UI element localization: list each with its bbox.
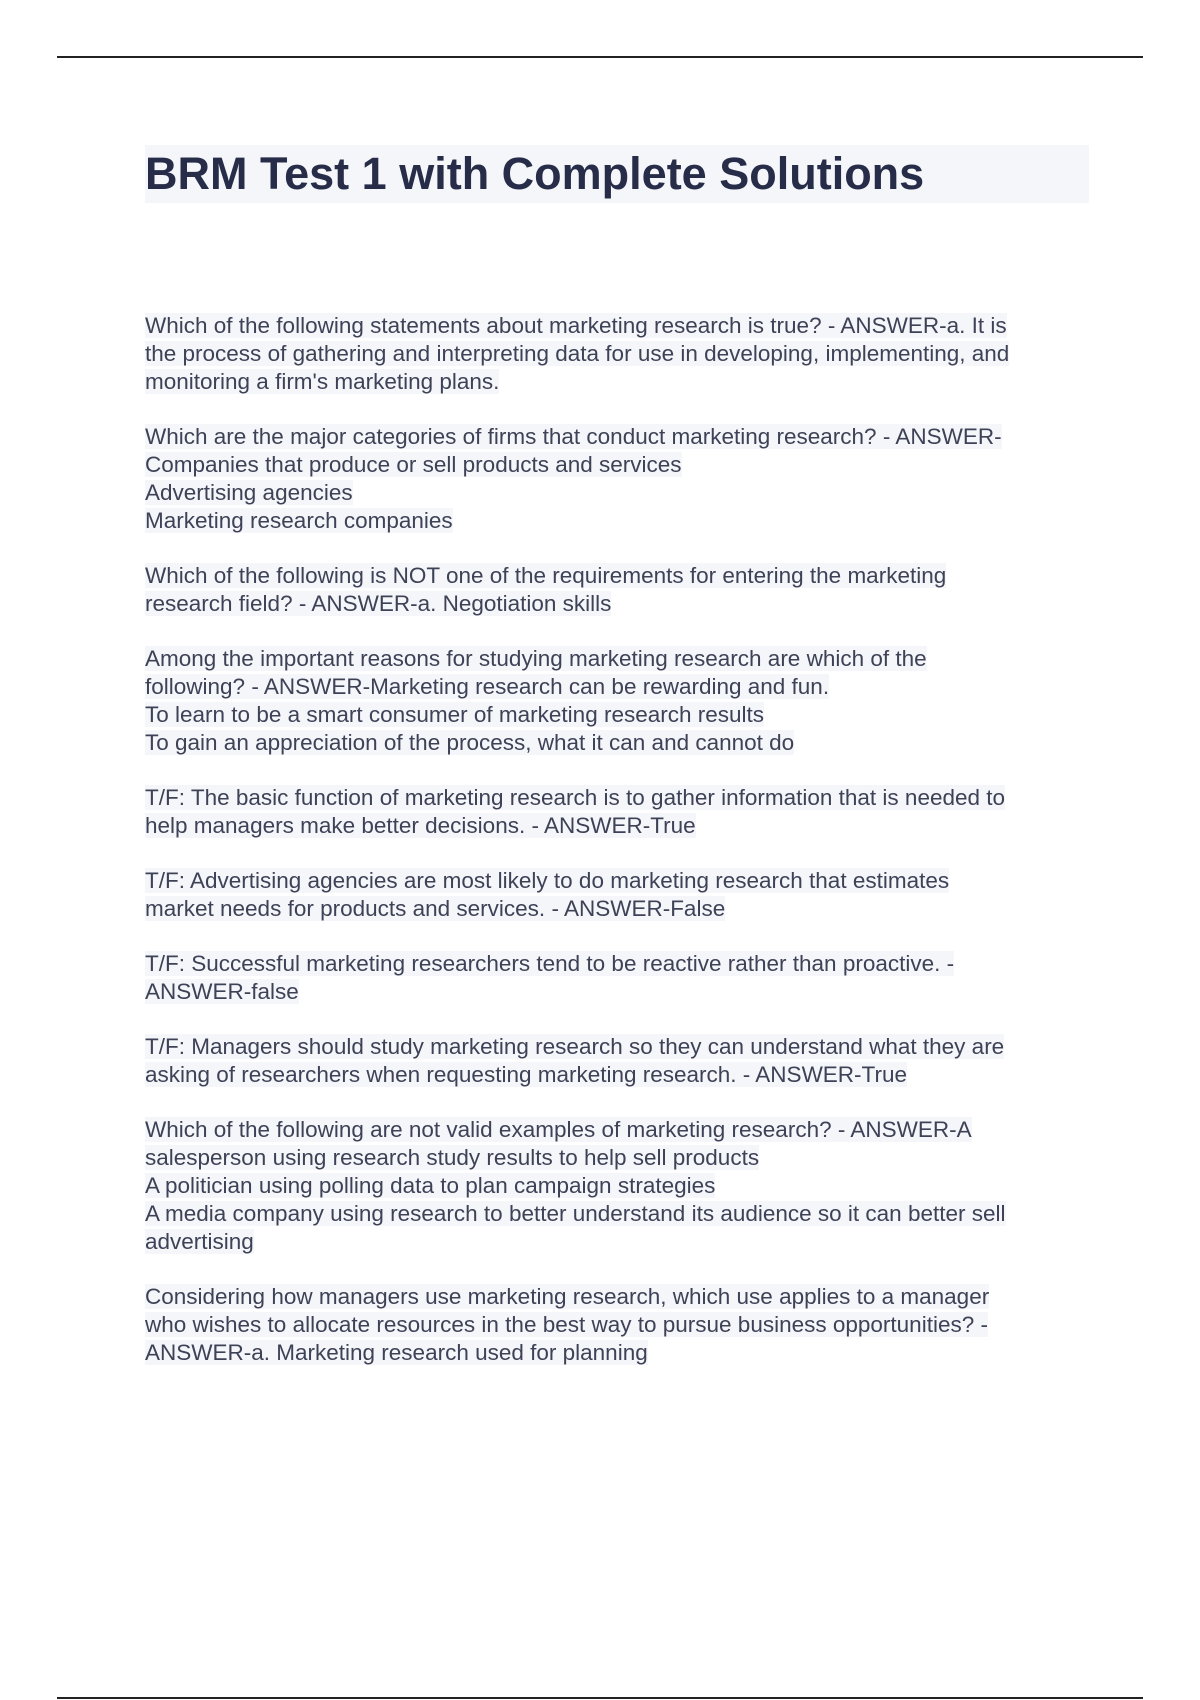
qa-line: research field? - ANSWER-a. Negotiation skills	[145, 591, 612, 616]
qa-line: help managers make better decisions. - ANSWER-True	[145, 813, 696, 838]
qa-line: the process of gathering and interpreting data for use in developing, implementing, and	[145, 341, 1010, 366]
qa-line: asking of researchers when requesting marketing research. - ANSWER-True	[145, 1062, 907, 1087]
qa-item	[145, 1033, 1105, 1089]
qa-item	[145, 867, 1105, 923]
qa-line: Marketing research companies	[145, 508, 453, 533]
qa-line: Considering how managers use marketing research, which use applies to a manager	[145, 1284, 990, 1309]
bottom-rule	[57, 1697, 1143, 1699]
qa-item	[145, 1116, 1105, 1256]
qa-line: T/F: Successful marketing researchers tend to be reactive rather than proactive. -	[145, 951, 955, 976]
qa-line: Which are the major categories of firms that conduct marketing research? - ANSWER-	[145, 424, 1002, 449]
qa-line: ANSWER-false	[145, 979, 299, 1004]
qa-item	[145, 1283, 1105, 1367]
qa-item	[145, 645, 1105, 757]
qa-line: T/F: Managers should study marketing research so they can understand what they are	[145, 1034, 1005, 1059]
qa-list	[145, 312, 1105, 1394]
qa-line: A politician using polling data to plan campaign strategies	[145, 1173, 716, 1198]
top-rule	[57, 56, 1143, 58]
qa-line: Which of the following are not valid examples of marketing research? - ANSWER-A	[145, 1117, 972, 1142]
qa-line: advertising	[145, 1229, 254, 1254]
qa-line: Which of the following is NOT one of the requirements for entering the marketing	[145, 563, 947, 588]
qa-line: T/F: Advertising agencies are most likely to do marketing research that estimates	[145, 868, 950, 893]
qa-item	[145, 950, 1105, 1006]
qa-line: who wishes to allocate resources in the best way to pursue business opportunities? -	[145, 1312, 988, 1337]
qa-line: A media company using research to better understand its audience so it can better sell	[145, 1201, 1006, 1226]
qa-item	[145, 312, 1105, 396]
qa-line: market needs for products and services. - ANSWER-False	[145, 896, 726, 921]
qa-line: T/F: The basic function of marketing research is to gather information that is needed to	[145, 785, 1006, 810]
qa-line: Among the important reasons for studying marketing research are which of the	[145, 646, 927, 671]
qa-item	[145, 784, 1105, 840]
qa-item	[145, 562, 1105, 618]
qa-line: following? - ANSWER-Marketing research can be rewarding and fun.	[145, 674, 830, 699]
document-title: BRM Test 1 with Complete Solutions	[145, 148, 925, 199]
qa-line: salesperson using research study results to help sell products	[145, 1145, 760, 1170]
qa-line: ANSWER-a. Marketing research used for planning	[145, 1340, 648, 1365]
qa-line: Advertising agencies	[145, 480, 353, 505]
qa-line: monitoring a firm's marketing plans.	[145, 369, 500, 394]
qa-item	[145, 423, 1105, 535]
qa-line: To learn to be a smart consumer of marketing research results	[145, 702, 765, 727]
qa-line: Companies that produce or sell products and services	[145, 452, 682, 477]
qa-line: To gain an appreciation of the process, what it can and cannot do	[145, 730, 795, 755]
qa-line: Which of the following statements about marketing research is true? - ANSWER-a. It is	[145, 313, 1007, 338]
